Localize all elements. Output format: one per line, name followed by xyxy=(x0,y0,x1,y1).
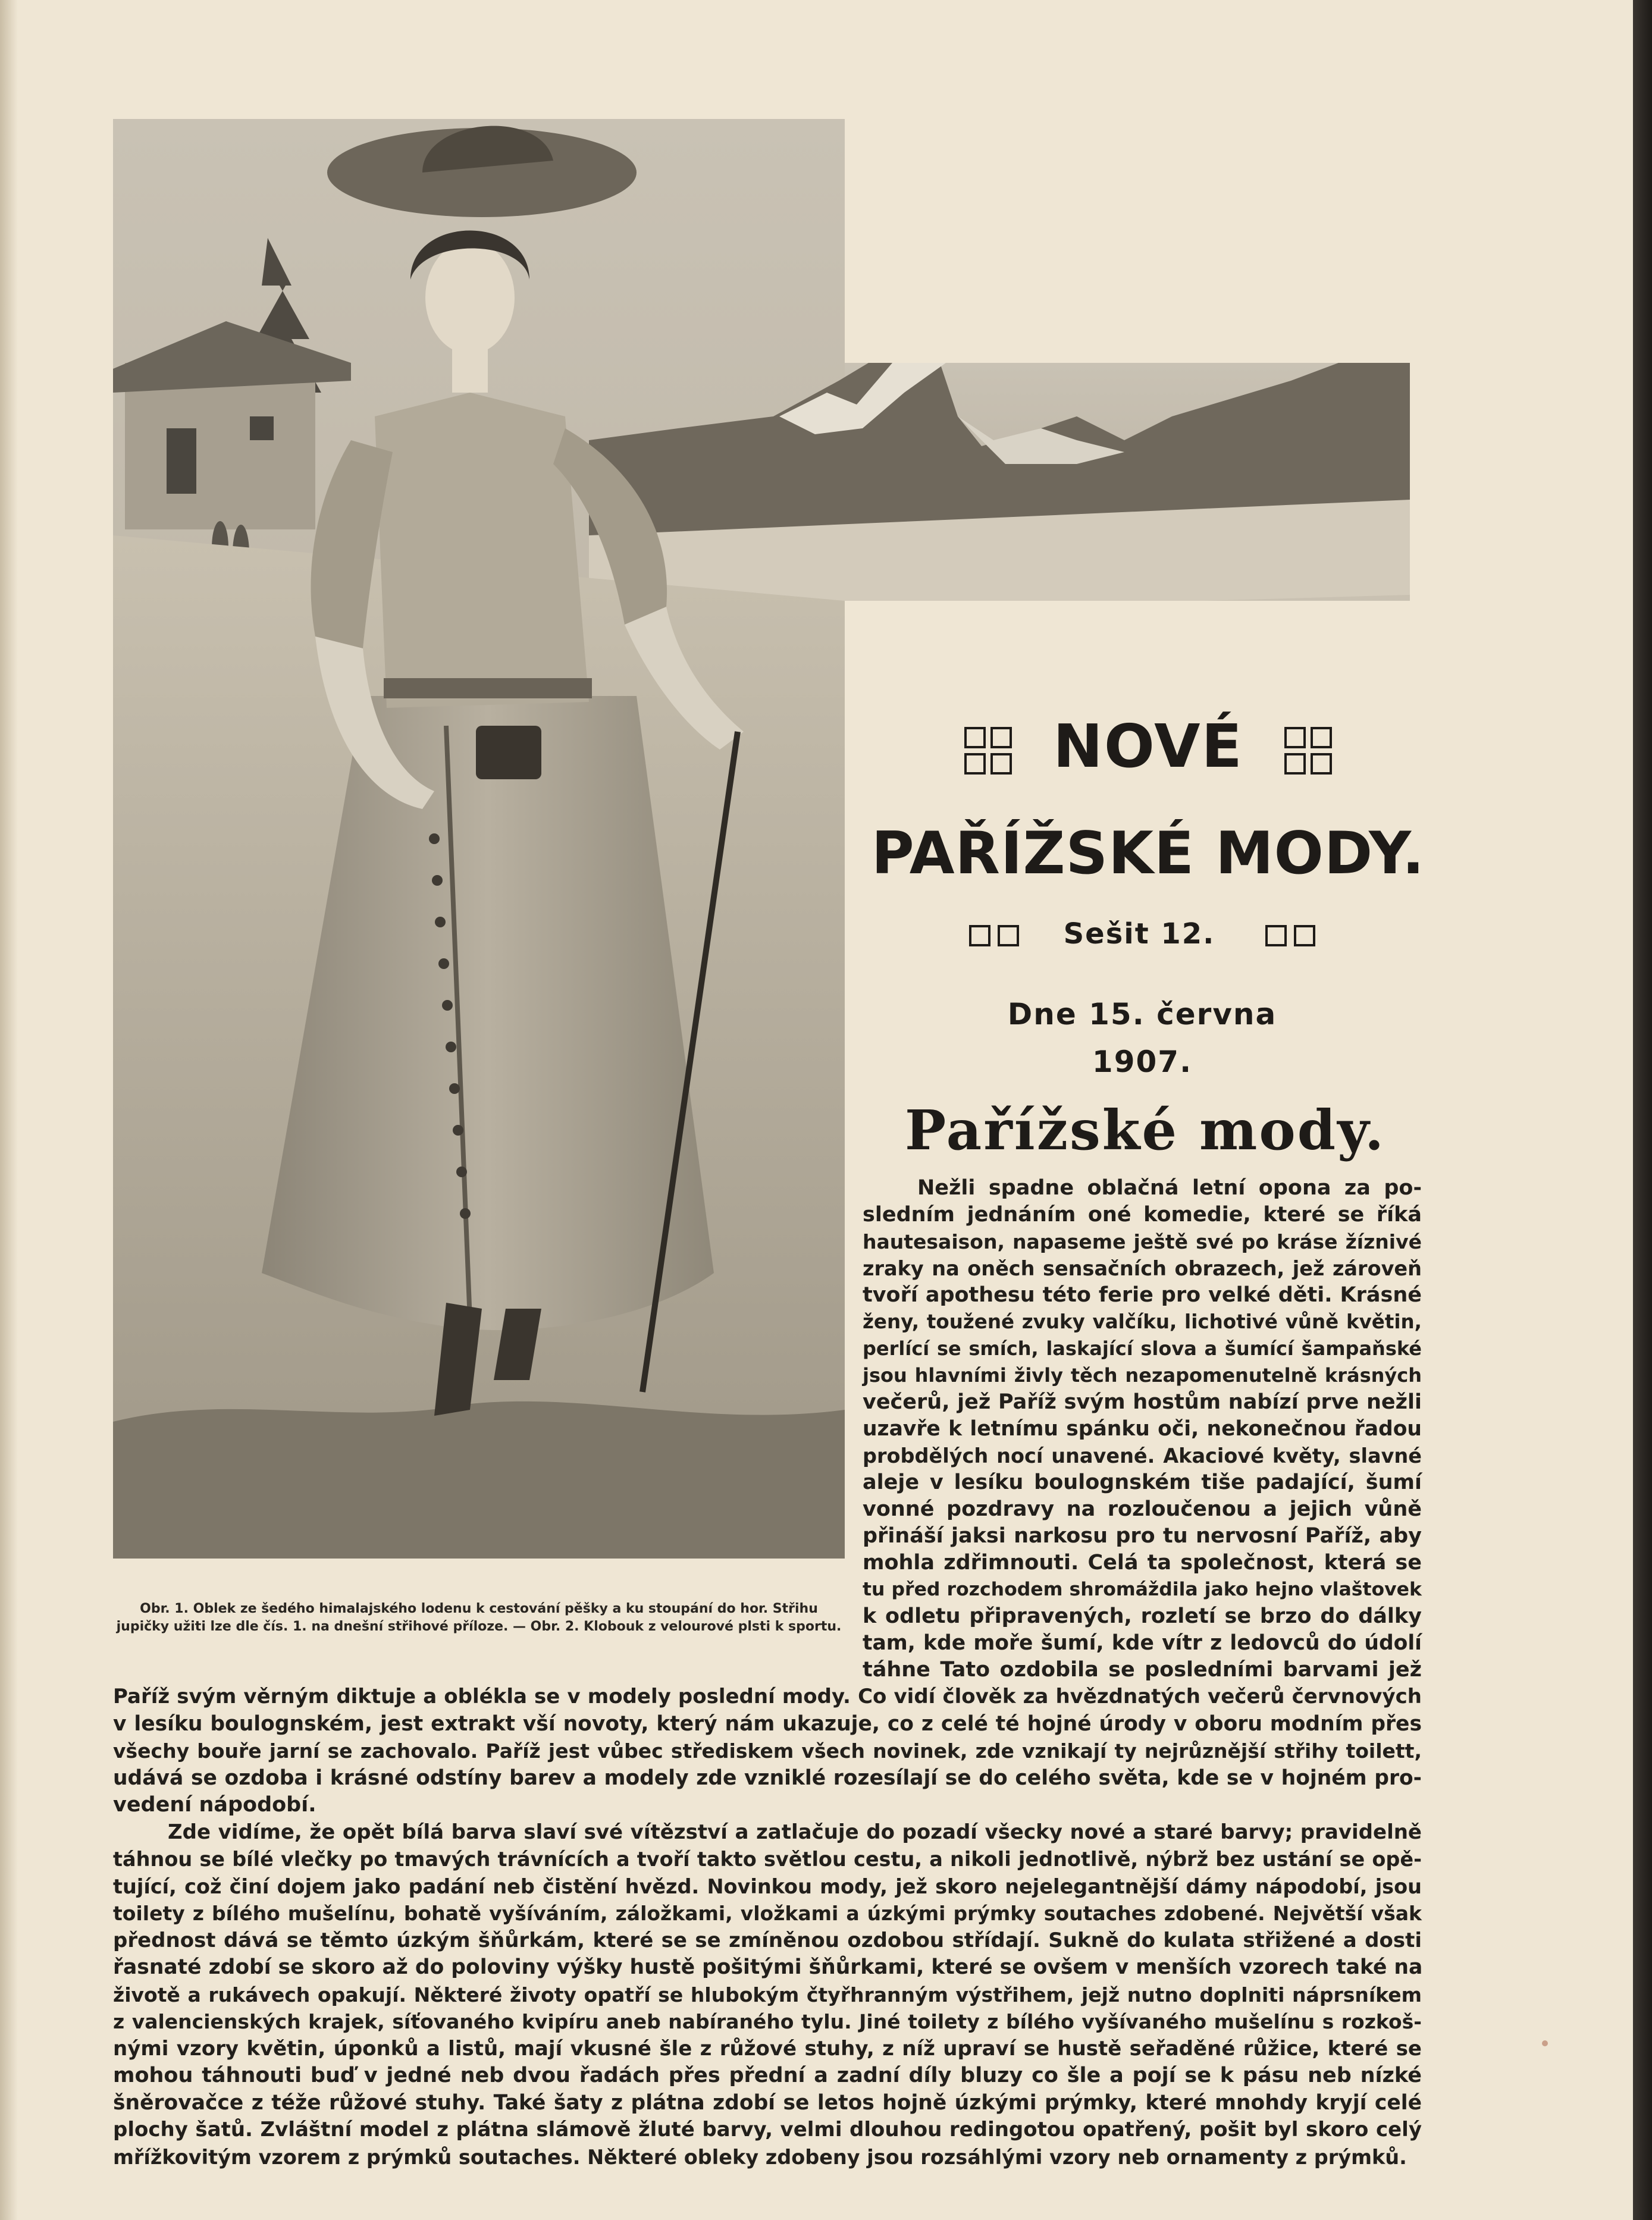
text-line: táhnou se bílé vlečky po tmavých trávnících a tvoří takto světlou cestu, a nikoli jednotlivě, nýbrž bez ustání se opě- xyxy=(113,1848,1422,1871)
text-line: všechy bouře jarní se zachovalo. Paříž jest vůbec střediskem všech novinek, zde vznikají ty nejrůznější střihy toilett, xyxy=(113,1739,1422,1763)
paper-stain xyxy=(1542,2040,1548,2046)
text-line: tu před rozchodem shromáždila jako hejno vlaštovek xyxy=(863,1579,1422,1600)
text-line: mřížkovitým vzorem z prýmků soutaches. Některé obleky zdobeny jsou rozsáhlými vzory neb ornamenty z prýmků. xyxy=(113,2145,1407,2169)
figure-caption: Obr. 1. Oblek ze šedého himalajského lodenu k cestování pěšky a ku stoupání do hor. Střihu jupičky užiti lze dle čís. 1. na dnešní střihové příloze. — Obr. 2. Klobouk z velourové plsti k sportu. xyxy=(116,1601,842,1634)
text-line: mohou táhnouti buď v jedné neb dvou řadách přes přední a zadní díly bluzy co šle a pojí se k pásu neb nízké xyxy=(113,2064,1422,2087)
text-line: plochy šatů. Zvláštní model z plátna slámově žluté barvy, velmi dlouhou redingotou opatřený, pošit byl skoro celý xyxy=(113,2118,1422,2141)
issue-date: Dne 15. června 1907. xyxy=(1007,997,1277,1079)
text-line: vedení nápodobí. xyxy=(113,1793,316,1817)
text-line: aleje v lesíku boulognském tiše padající, šumí xyxy=(863,1470,1422,1494)
text-line: z valencienských krajek, síťovaného kvipíru aneb nabíraného tylu. Jiné toilety z bílého vyšívaného mušelínu s rozkoš- xyxy=(113,2010,1422,2033)
page-edge-shadow xyxy=(1633,0,1652,2220)
text-line: sledním jednáním oné komedie, které se říká xyxy=(863,1203,1422,1227)
text-line: Paříž svým věrným diktuje a oblékla se v modely poslední mody. Co vidí člověk za hvězdnatých večerů červnových xyxy=(113,1685,1422,1708)
page-gutter-shadow xyxy=(0,0,18,2220)
belt xyxy=(384,678,592,698)
woman-bodice xyxy=(375,393,589,708)
ornament-squares-icon xyxy=(958,725,1018,777)
text-line: jsou hlavními živly těch nezapomenutelně krásných xyxy=(863,1364,1422,1387)
text-line: perlící se smích, laskající slova a šumící šampaňské xyxy=(863,1337,1422,1360)
text-line: udává se ozdoba i krásné odstíny barev a modely zde vzniklé rozesílají se do celého světa, kde se v hojném pro- xyxy=(113,1766,1422,1790)
text-line: k odletu připravených, rozletí se brzo do dálky xyxy=(863,1604,1422,1628)
article-title: Pařížské mody. xyxy=(904,1098,1386,1162)
text-line: uzavře k letnímu spánku oči, nekonečnou řadou xyxy=(863,1417,1422,1441)
text-line: životě a rukávech opakují. Některé životy opatří se hlubokým čtyřhranným výstřihem, jejž nutno doplniti náprsníkem xyxy=(113,1983,1422,2006)
text-line: přednost dává se těmto úzkým šňůrkám, které se se zmíněnou ozdobou střídají. Sukně do kulata střižené a dosti xyxy=(113,1928,1422,1952)
text-line: večerů, jež Paříž svým hostům nabízí prve nežli xyxy=(863,1390,1422,1414)
issue-number: Sešit 12. xyxy=(1063,917,1215,951)
text-line: tvoří apothesu této ferie pro velké děti. Krásné xyxy=(863,1283,1422,1307)
text-line: probdělých nocí unavené. Akaciové květy, slavné xyxy=(863,1444,1422,1468)
ornament-squares-icon xyxy=(966,917,1023,951)
ornament-squares-icon xyxy=(1262,917,1319,951)
text-line: toilety z bílého mušelínu, bohatě vyšíváním, záložkami, vložkami a úzkými prýmky soutaches zdobené. Největší však xyxy=(113,1902,1422,1925)
ornament-squares-icon xyxy=(1278,725,1338,777)
article-body xyxy=(113,1683,1422,2171)
text-line: ženy, toužené zvuky valčíku, lichotivé vůně květin, xyxy=(863,1310,1422,1333)
masthead-title-bottom: PAŘÍŽSKÉ MODY. xyxy=(871,820,1425,888)
masthead-title-top: NOVÉ xyxy=(1053,711,1243,781)
article-column xyxy=(863,1175,1422,1683)
text-line: Zde vidíme, že opět bílá barva slaví své vítězství a zatlačuje do pozadí všecky nové a staré barvy; pravidelně xyxy=(168,1820,1422,1844)
text-line: zraky na oněch sensačních obrazech, jež zároveň xyxy=(863,1257,1422,1280)
text-line: Nežli spadne oblačná letní opona za po- xyxy=(917,1176,1422,1200)
text-line: řasnaté zdobí se skoro až do poloviny výšky hustě pošitými šňůrkami, které se ovšem v menších vzorech také na xyxy=(113,1955,1423,1979)
text-line: táhne Tato ozdobila se posledními barvami jež xyxy=(863,1658,1422,1682)
issue-line xyxy=(952,910,1333,958)
woman-neck xyxy=(452,345,488,393)
grass-foreground xyxy=(113,1401,845,1559)
woman-face xyxy=(425,241,515,354)
text-line: šněrovačce z téže růžové stuhy. Také šaty z plátna zdobí se letos hojně úzkými prýmky, které mnohdy kryjí celé xyxy=(113,2090,1422,2115)
handbag xyxy=(476,726,541,779)
text-line: tující, což činí dojem jako padání neb čistění hvězd. Novinkou mody, jež skoro nejelegantnější dámy nápodobí, jsou xyxy=(113,1874,1422,1898)
text-line: mohla zdřimnouti. Celá ta společnost, která se xyxy=(863,1551,1422,1575)
text-line: tam, kde moře šumí, kde vítr z ledovců do údolí xyxy=(863,1631,1422,1655)
text-line: v lesíku boulognském, jest extrakt vší novoty, který nám ukazuje, co z celé té hojné úrody v oboru modním přes xyxy=(113,1711,1422,1736)
masthead-line1 xyxy=(892,708,1404,785)
text-line: vonné pozdravy na rozloučenou a jejich vůně xyxy=(863,1497,1422,1521)
text-line: hautesaison, napaseme ještě své po kráse žíznivé xyxy=(863,1230,1422,1253)
text-line: nými vzory květin, úponků a listů, mají vkusné šle z růžové stuhy, z níž upraví se hustě seřaděné růžice, které se xyxy=(113,2036,1422,2061)
text-line: přináší jaksi narkosu pro tu nervosní Paříž, aby xyxy=(863,1524,1422,1548)
